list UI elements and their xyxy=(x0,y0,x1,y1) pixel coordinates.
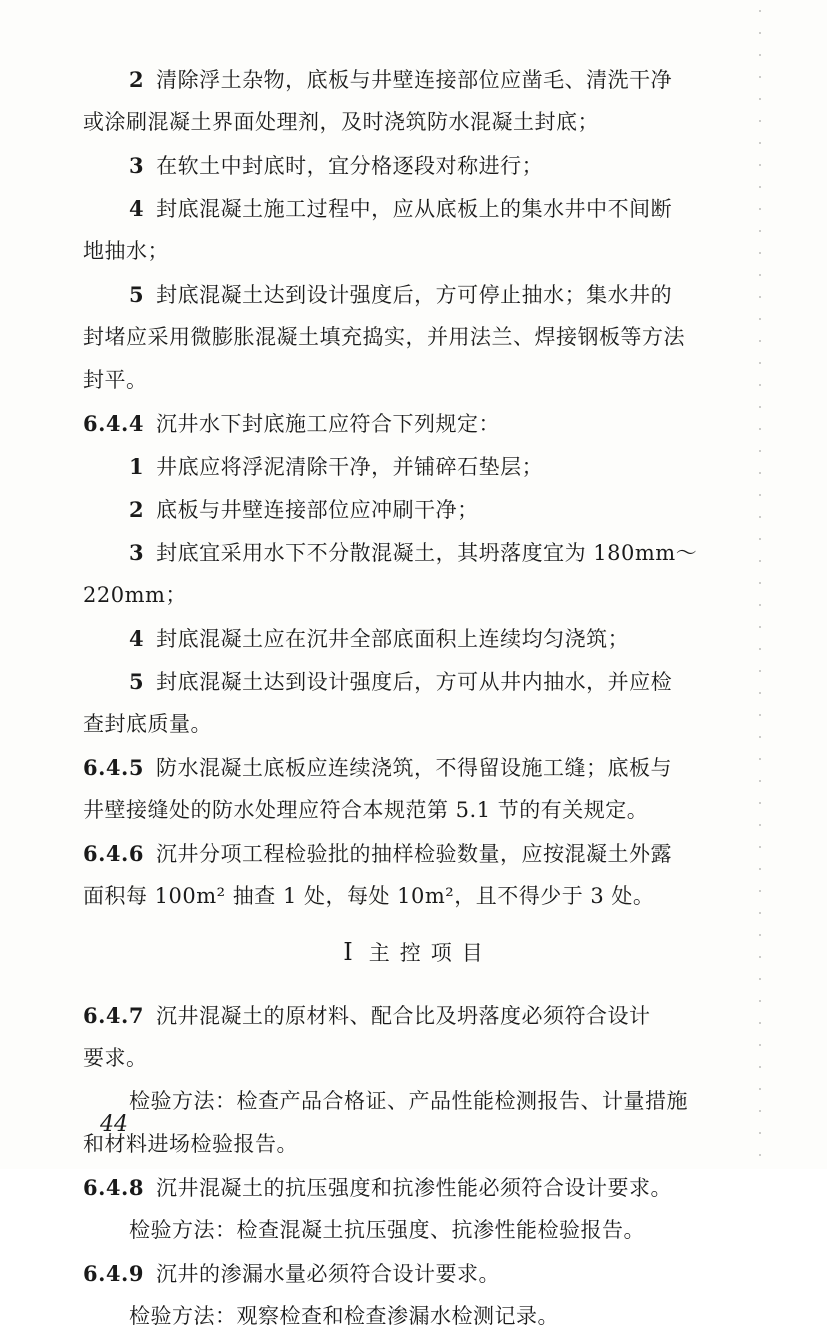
text-line xyxy=(83,574,753,617)
text-line xyxy=(83,1209,753,1252)
line-text: 封底混凝土应在沉井全部底面积上连续均匀浇筑； xyxy=(156,627,630,651)
item-number: 3 xyxy=(129,153,145,178)
line-text: 地抽水； xyxy=(83,239,169,263)
text-line xyxy=(83,1252,753,1295)
text-line xyxy=(83,488,753,531)
line-text: 沉井水下封底施工应符合下列规定： xyxy=(155,412,500,436)
text-line xyxy=(83,101,753,144)
line-text: 防水混凝土底板应连续浇筑，不得留设施工缝；底板与 xyxy=(155,756,672,780)
clause-number: 6.4.4 xyxy=(83,411,144,436)
line-text: 查封底质量。 xyxy=(83,712,212,736)
text-line xyxy=(83,875,753,918)
text-line xyxy=(83,1295,753,1338)
item-number: 3 xyxy=(129,540,145,565)
text-line xyxy=(83,994,753,1037)
text-line xyxy=(83,789,753,832)
scan-edge-artifact xyxy=(759,0,761,1169)
clause-number: 6.4.9 xyxy=(83,1261,144,1286)
line-text: 检验方法：检查混凝土抗压强度、抗渗性能检验报告。 xyxy=(129,1218,645,1242)
clause-number: 6.4.6 xyxy=(83,841,144,866)
page-body xyxy=(83,58,753,1338)
text-line xyxy=(83,1037,753,1080)
line-text: 面积每 100m² 抽查 1 处，每处 10m²，且不得少于 3 处。 xyxy=(83,884,655,908)
line-text: 沉井的渗漏水量必须符合设计要求。 xyxy=(155,1262,500,1286)
text-line xyxy=(83,445,753,488)
line-text: 220mm； xyxy=(83,583,187,607)
clause-block-6-4-3-6-4-6 xyxy=(83,58,753,918)
line-text: 封底混凝土施工过程中，应从底板上的集水井中不间断 xyxy=(156,197,673,221)
line-text: 或涂刷混凝土界面处理剂，及时浇筑防水混凝土封底； xyxy=(83,110,599,134)
text-line xyxy=(83,617,753,660)
text-line xyxy=(83,58,753,101)
text-line xyxy=(83,832,753,875)
text-line xyxy=(83,316,753,359)
line-text: 和材料进场检验报告。 xyxy=(83,1132,298,1156)
line-text: 井底应将浮泥清除干净，并铺碎石垫层； xyxy=(156,455,544,479)
text-line xyxy=(83,746,753,789)
text-line xyxy=(83,144,753,187)
text-line xyxy=(83,230,753,273)
item-number: 1 xyxy=(129,454,145,479)
section-roman-numeral: Ⅰ xyxy=(343,938,353,966)
item-number: 5 xyxy=(129,282,145,307)
clause-number: 6.4.8 xyxy=(83,1175,144,1200)
text-line xyxy=(83,703,753,746)
text-line xyxy=(83,660,753,703)
line-text: 封平。 xyxy=(83,368,148,392)
text-line xyxy=(83,1123,753,1166)
item-number: 4 xyxy=(129,626,145,651)
item-number: 4 xyxy=(129,196,145,221)
line-text: 井壁接缝处的防水处理应符合本规范第 5.1 节的有关规定。 xyxy=(83,798,649,822)
item-number: 2 xyxy=(129,497,145,522)
clause-number: 6.4.7 xyxy=(83,1003,144,1028)
text-line xyxy=(83,402,753,445)
line-text: 沉井混凝土的抗压强度和抗渗性能必须符合设计要求。 xyxy=(155,1176,672,1200)
line-text: 检验方法：检查产品合格证、产品性能检测报告、计量措施 xyxy=(129,1089,688,1113)
line-text: 在软土中封底时，宜分格逐段对称进行； xyxy=(156,154,544,178)
line-text: 底板与井壁连接部位应冲刷干净； xyxy=(156,498,479,522)
text-line xyxy=(83,273,753,316)
item-number: 5 xyxy=(129,669,145,694)
line-text: 封底混凝土达到设计强度后，方可停止抽水；集水井的 xyxy=(156,283,673,307)
text-line xyxy=(83,359,753,402)
line-text: 沉井混凝土的原材料、配合比及坍落度必须符合设计 xyxy=(155,1004,651,1028)
line-text: 要求。 xyxy=(83,1046,148,1070)
page-number: 44 xyxy=(100,1112,128,1137)
text-line xyxy=(83,1166,753,1209)
section-heading xyxy=(83,918,753,994)
text-line xyxy=(83,531,753,574)
clause-block-6-4-7-6-4-9 xyxy=(83,994,753,1338)
section-title: 主控项目 xyxy=(368,941,493,965)
line-text: 封底宜采用水下不分散混凝土，其坍落度宜为 180mm～ xyxy=(156,541,698,565)
clause-number: 6.4.5 xyxy=(83,755,144,780)
line-text: 清除浮土杂物，底板与井壁连接部位应凿毛、清洗干净 xyxy=(156,68,673,92)
item-number: 2 xyxy=(129,67,145,92)
text-line xyxy=(83,187,753,230)
text-line xyxy=(83,1080,753,1123)
line-text: 封堵应采用微膨胀混凝土填充捣实，并用法兰、焊接钢板等方法 xyxy=(83,325,685,349)
line-text: 沉井分项工程检验批的抽样检验数量，应按混凝土外露 xyxy=(155,842,672,866)
line-text: 封底混凝土达到设计强度后，方可从井内抽水，并应检 xyxy=(156,670,673,694)
line-text: 检验方法：观察检查和检查渗漏水检测记录。 xyxy=(129,1304,559,1328)
